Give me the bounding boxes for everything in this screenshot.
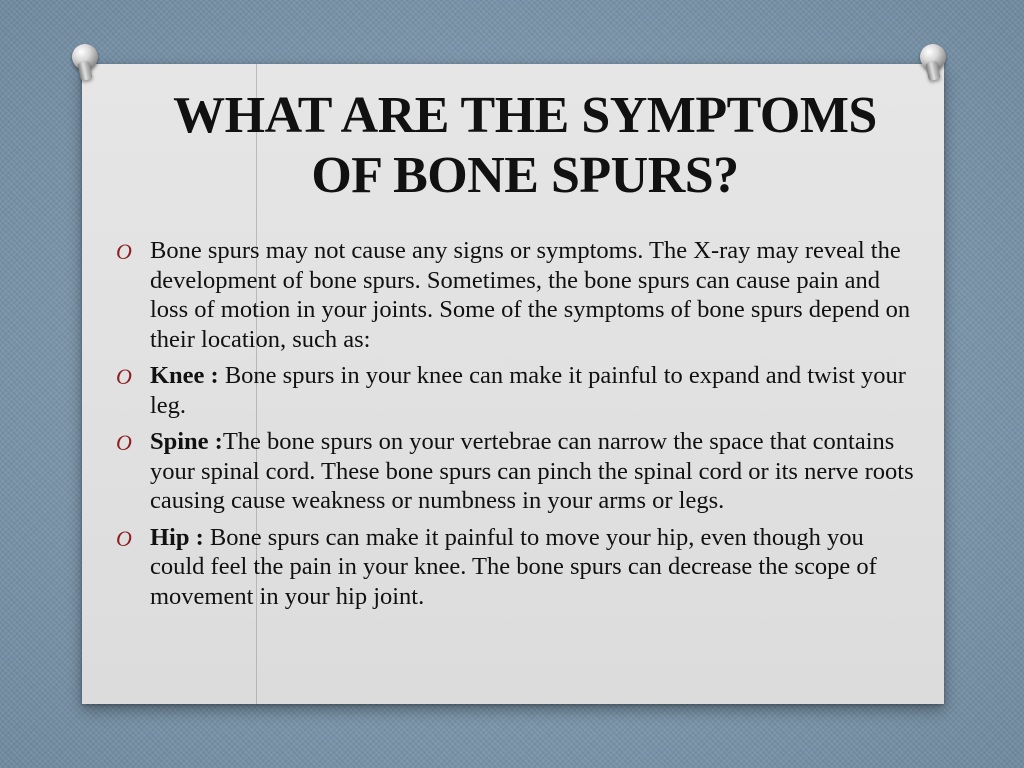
pushpin-icon — [918, 44, 952, 82]
bullet-marker: O — [116, 525, 132, 551]
bullet-term: Knee : — [150, 362, 219, 389]
bullet-marker: O — [116, 239, 132, 264]
bullet-item — [116, 361, 916, 420]
bullet-text: Bone spurs in your knee can make it painful to expand and twist your leg. — [150, 362, 906, 419]
title-line-1: WHAT ARE THE SYMPTOMS — [173, 87, 877, 144]
bullet-item — [116, 523, 916, 612]
bullet-text: The bone spurs on your vertebrae can narrow the space that contains your spinal cord. These bone spurs can pinch the spinal cord or its nerve roots causing cause weakness or numbness in your arms or legs. — [150, 428, 914, 514]
bullet-item — [116, 427, 916, 516]
bullet-text: Bone spurs can make it painful to move your hip, even though you could feel the pain in your knee. The bone spurs can decrease the scope of movement in your hip joint. — [150, 523, 877, 610]
bullet-text: Bone spurs may not cause any signs or symptoms. The X-ray may reveal the development of bone spurs. Sometimes, the bone spurs can cause pain and loss of motion in your joints. Some of the symptoms of bone spurs depend on their location, such as: — [150, 237, 911, 353]
bullet-term: Hip : — [150, 523, 204, 551]
bullet-item — [116, 236, 916, 354]
bullet-list — [116, 236, 916, 618]
bullet-term: Spine : — [150, 428, 223, 455]
bullet-marker: O — [116, 364, 132, 389]
slide-title — [110, 86, 940, 207]
title-line-2: OF BONE SPURS? — [311, 147, 739, 205]
pushpin-icon — [70, 44, 104, 82]
bullet-marker: O — [116, 430, 132, 455]
